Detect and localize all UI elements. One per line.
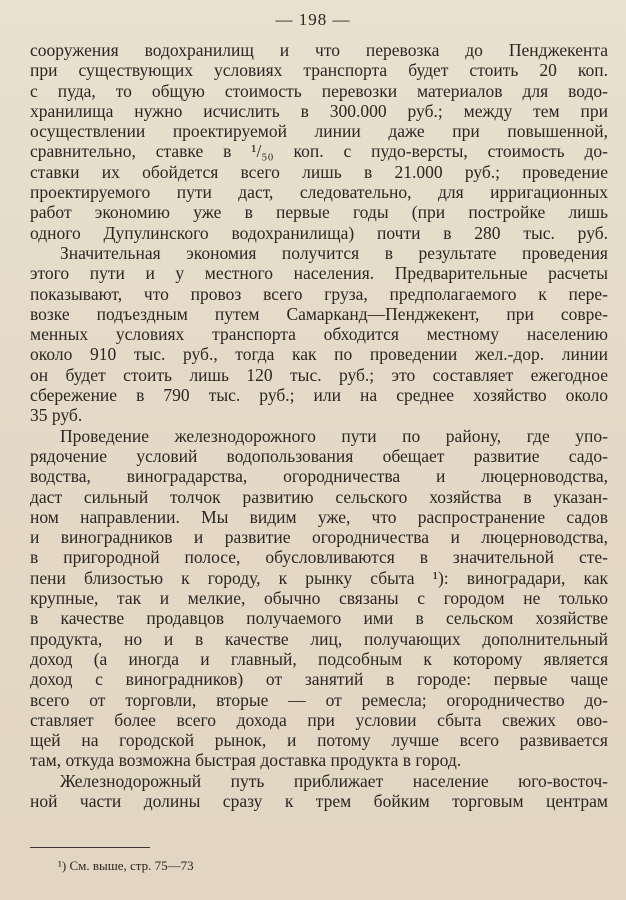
- text-line: при существующих условиях транспорта будет стоить 20 коп.: [30, 60, 608, 81]
- text-line: всего от торговли, вторые — от ремесла; огородничество до-: [30, 689, 608, 710]
- text-line: работ экономию уже в первые годы (при постройке лишь: [30, 202, 608, 223]
- footnote: [58, 858, 194, 874]
- text-line: и виноградников и развитие огородничества и люцерноводства,: [30, 527, 608, 548]
- text-line: крупные, так и мелкие, обычно связаны с городом не только: [30, 588, 608, 609]
- text-line: показывают, что провоз всего груза, предполагаемого к пере-: [30, 283, 608, 304]
- paragraph-end-line: там, откуда возможна быстрая доставка продукта в город.: [30, 750, 462, 771]
- text-line: ном направлении. Мы видим уже, что распространение садов: [30, 506, 608, 527]
- text-line: даст сильный толчок развитию сельского хозяйства в указан-: [30, 486, 608, 507]
- text-line: около 910 тыс. руб., тогда как по проведении жел.-дор. линии: [30, 344, 608, 365]
- text-line: он будет стоить лишь 120 тыс. руб.; это составляет ежегодное: [30, 364, 608, 385]
- text-line: в пригородной полосе, обусловливаются в значительной сте-: [30, 547, 608, 568]
- text-line: возке подъездным путем Самарканд—Пенджекент, при совре-: [30, 303, 608, 324]
- text-line: менных условиях транспорта обходится местному населению: [30, 324, 608, 345]
- text-line: одного Дупулинского водохранилища) почти в 280 тыс. руб.: [30, 222, 608, 243]
- text-line: сравнительно, ставке в ¹/₅₀ коп. с пудо-версты, стоимость до-: [30, 141, 608, 162]
- text-line: ной части долины сразу к трем бойким торговым центрам: [30, 790, 608, 811]
- paragraph-start-line: Проведение железнодорожного пути по району, где упо-: [60, 425, 608, 446]
- text-line: ставляет более всего дохода при условии сбыта свежих ово-: [30, 709, 608, 730]
- paragraph-start-line: Железнодорожный путь приближает население юго-восточ-: [60, 770, 608, 791]
- text-line: проектируемого пути даст, следовательно, для ирригационных: [30, 182, 608, 203]
- text-line: рядочение условий водопользования обещает развитие садо-: [30, 445, 608, 466]
- body-text: [30, 40, 608, 811]
- text-line: доход с виноградников) от занятий в городе: первые чаще: [30, 669, 608, 690]
- footnote-divider: [30, 847, 150, 848]
- paragraph-start-line: Значительная экономия получится в результате проведения: [60, 242, 608, 263]
- text-line: этого пути и у местного населения. Предварительные расчеты: [30, 263, 608, 284]
- text-line: щей на городской рынок, и потому лучше всего развивается: [30, 730, 608, 751]
- text-line: сооружения водохранилищ и что перевозка до Пенджекента: [30, 40, 608, 60]
- footnote-marker: ¹): [58, 858, 67, 873]
- page-number: — 198 —: [275, 10, 351, 29]
- text-line: в качестве продавцов получаемого ими в сельском хозяйстве: [30, 608, 608, 629]
- paragraph-end-line: 35 руб.: [30, 405, 83, 426]
- text-line: доход (а иногда и главный, подсобным к которому является: [30, 648, 608, 669]
- text-line: осуществлении проектируемой линии даже при повышенной,: [30, 121, 608, 142]
- text-line: хранилища нужно исчислить в 300.000 руб.; между тем при: [30, 100, 608, 121]
- text-line: ставки их обойдется всего лишь в 21.000 руб.; проведение: [30, 161, 608, 182]
- text-line: водства, виноградарства, огородничества и люцерноводства,: [30, 466, 608, 487]
- footnote-text: См. выше, стр. 75—73: [69, 858, 194, 873]
- text-line: продукта, но и в качестве лиц, получающих дополнительный: [30, 628, 608, 649]
- text-line: с пуда, то общую стоимость перевозки материалов для водо-: [30, 80, 608, 101]
- text-line: сбережение в 790 тыс. руб.; или на среднее хозяйство около: [30, 385, 608, 406]
- text-line: пени близостью к городу, к рынку сбыта ¹): виноградари, как: [30, 567, 608, 588]
